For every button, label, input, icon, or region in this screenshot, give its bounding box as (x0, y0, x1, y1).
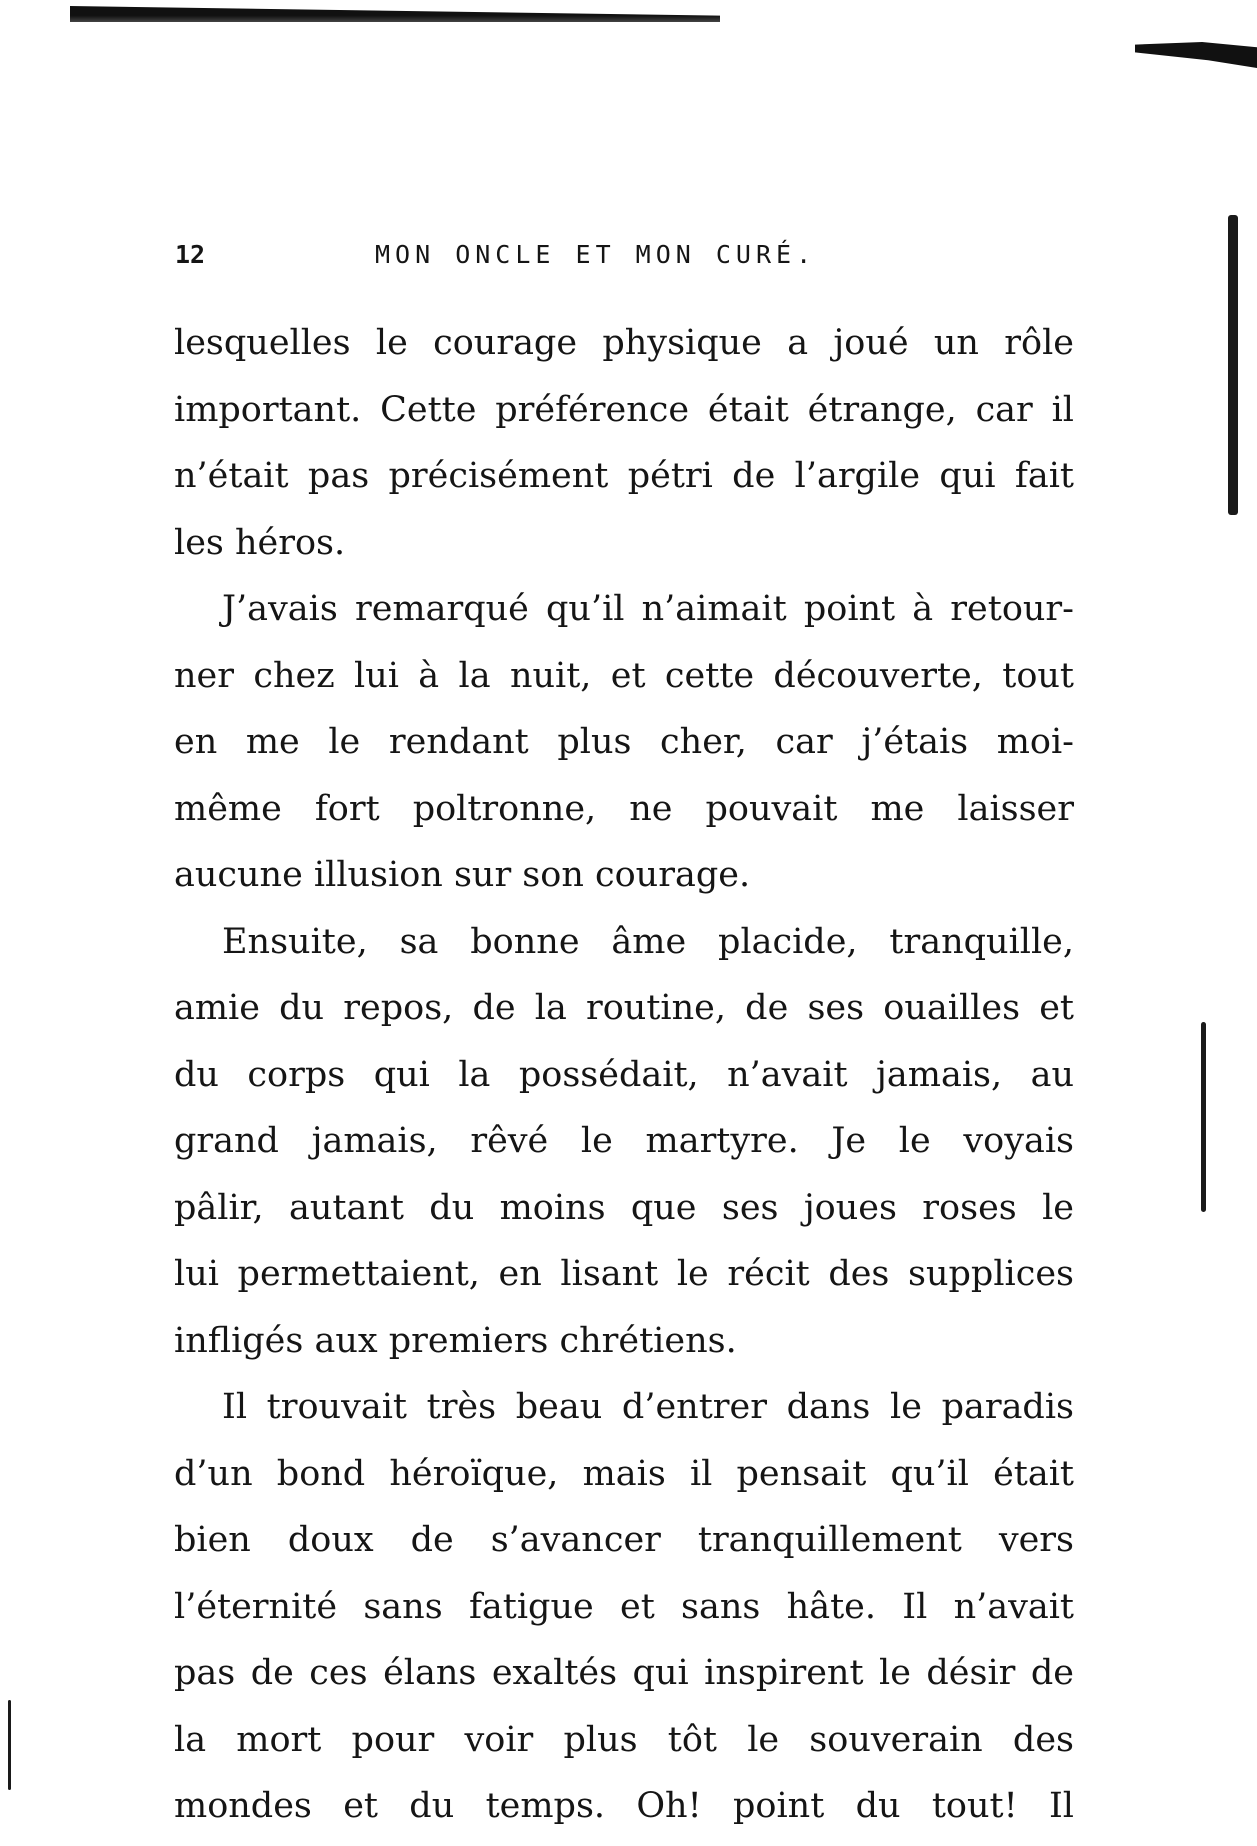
scan-edge-artifact (8, 1700, 11, 1790)
text-line: aucune illusion sur son courage. (174, 855, 751, 895)
text-line: Ensuite, sa bonne âme placide, tranquille, (222, 921, 1074, 962)
text-line: J’avais remarqué qu’il n’aimait point à retour- (222, 589, 1074, 629)
text-line: du corps qui la possédait, n’avait jamais, au (174, 1054, 1074, 1095)
text-line: pâlir, autant du moins que ses joues roses le (174, 1187, 1074, 1228)
page-body (174, 310, 1074, 1840)
running-title: MON ONCLE ET MON CURÉ. (375, 240, 817, 269)
text-line: n’était pas précisément pétri de l’argile qui fait (174, 456, 1074, 496)
text-line: Il trouvait très beau d’entrer dans le paradis (222, 1387, 1074, 1427)
page-header (175, 240, 1075, 280)
text-line: infligés aux premiers chrétiens. (174, 1320, 737, 1361)
page-number: 12 (175, 240, 206, 269)
text-line: même fort poltronne, ne pouvait me laisser (174, 788, 1074, 829)
text-line: grand jamais, rêvé le martyre. Je le voyais (174, 1121, 1074, 1161)
scan-edge-artifact (1228, 215, 1238, 515)
text-line: bien doux de s’avancer tranquillement vers (174, 1520, 1074, 1560)
text-line: amie du repos, de la routine, de ses ouailles et (174, 988, 1074, 1028)
scan-border-artifact (70, 6, 720, 22)
text-line: lesquelles le courage physique a joué un rôle (174, 323, 1074, 363)
text-line: ner chez lui à la nuit, et cette découverte, tout (174, 655, 1074, 696)
text-line: important. Cette préférence était étrange, car il (174, 389, 1074, 430)
text-line: pas de ces élans exaltés qui inspirent le désir de (174, 1653, 1074, 1693)
scan-corner-artifact (1135, 42, 1257, 68)
text-line: les héros. (174, 522, 346, 563)
text-line: l’éternité sans fatigue et sans hâte. Il n’avait (174, 1586, 1074, 1627)
text-line: la mort pour voir plus tôt le souverain des (174, 1719, 1074, 1760)
text-line: d’un bond héroïque, mais il pensait qu’il était (174, 1453, 1074, 1494)
text-line: en me le rendant plus cher, car j’étais moi- (174, 722, 1074, 762)
text-line: mondes et du temps. Oh! point du tout! Il (174, 1786, 1074, 1826)
text-line: lui permettaient, en lisant le récit des supplices (174, 1254, 1074, 1294)
scan-edge-artifact (1201, 1022, 1206, 1212)
